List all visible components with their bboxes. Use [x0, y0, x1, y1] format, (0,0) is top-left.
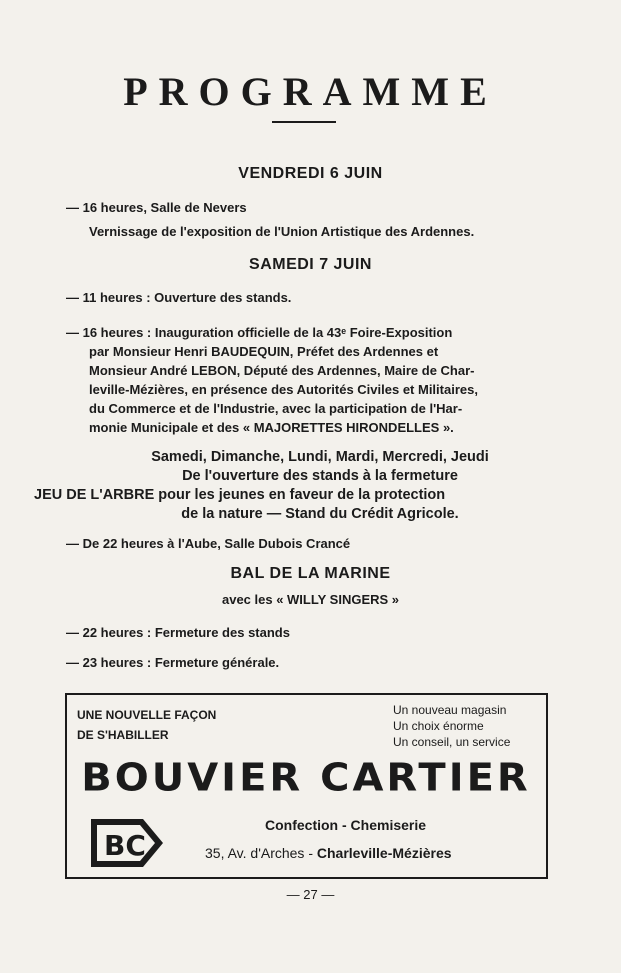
- page-title: PROGRAMME: [123, 69, 498, 114]
- saturday-item-2-line: leville-Mézières, en présence des Autorités Civiles et Militaires,: [89, 382, 478, 397]
- saturday-item-2-line: — 16 heures : Inauguration officielle de la 43ᵉ Foire-Exposition: [66, 325, 453, 340]
- evening-item: — De 22 heures à l'Aube, Salle Dubois Crancé: [66, 536, 351, 551]
- saturday-item-2-line: Monsieur André LEBON, Député des Ardennes, Maire de Char-: [89, 363, 475, 378]
- ad-feature-line: Un choix énorme: [393, 719, 484, 733]
- weekend-line: Samedi, Dimanche, Lundi, Mardi, Mercredi, Jeudi: [151, 449, 489, 465]
- weekend-line: JEU DE L'ARBRE pour les jeunes en faveur de la protection: [34, 487, 446, 503]
- weekend-block: [34, 448, 600, 524]
- ad-feature-line: Un nouveau magasin: [393, 703, 507, 717]
- saturday-item-1: — 11 heures : Ouverture des stands.: [66, 290, 292, 305]
- saturday-item-2: [66, 323, 478, 437]
- bal-heading: BAL DE LA MARINE: [230, 565, 391, 582]
- title-underline: [272, 121, 336, 123]
- ad-slogan-line: UNE NOUVELLE FAÇON: [77, 708, 217, 722]
- weekend-line: de la nature — Stand du Crédit Agricole.: [181, 506, 459, 522]
- page-number: — 27 —: [286, 887, 335, 902]
- saturday-item-2-line: du Commerce et de l'Industrie, avec la participation de l'Har-: [89, 401, 463, 416]
- ad-feature-line: Un conseil, un service: [393, 735, 511, 749]
- saturday-heading: SAMEDI 7 JUIN: [249, 256, 372, 273]
- closing-general: — 23 heures : Fermeture générale.: [66, 655, 280, 670]
- ad-address: 35, Av. d'Arches -: [205, 845, 317, 861]
- ad-city: Charleville-Mézières: [316, 845, 452, 861]
- ad-slogan: [77, 705, 216, 745]
- bal-subheading: avec les « WILLY SINGERS »: [221, 592, 400, 607]
- ad-address-line: [205, 845, 452, 861]
- saturday-item-2-line: monie Municipale et des « MAJORETTES HIRONDELLES ».: [89, 420, 454, 435]
- ad-services: Confection - Chemiserie: [265, 817, 427, 833]
- ad-brand-name: BOUVIER CARTIER: [81, 756, 531, 800]
- ad-slogan-line: DE S'HABILLER: [77, 728, 169, 742]
- friday-heading: VENDREDI 6 JUIN: [238, 165, 383, 182]
- advertisement-box: [65, 693, 548, 879]
- saturday-item-2-line: par Monsieur Henri BAUDEQUIN, Préfet des Ardennes et: [89, 344, 439, 359]
- closing-stands: — 22 heures : Fermeture des stands: [66, 625, 290, 640]
- friday-item-time: — 16 heures, Salle de Nevers: [66, 200, 247, 215]
- ad-features: [393, 702, 510, 750]
- friday-item-desc: Vernissage de l'exposition de l'Union Artistique des Ardennes.: [89, 224, 475, 239]
- weekend-line: De l'ouverture des stands à la fermeture: [182, 468, 458, 484]
- logo-text: BC: [104, 829, 146, 862]
- bc-logo-icon: [85, 815, 167, 871]
